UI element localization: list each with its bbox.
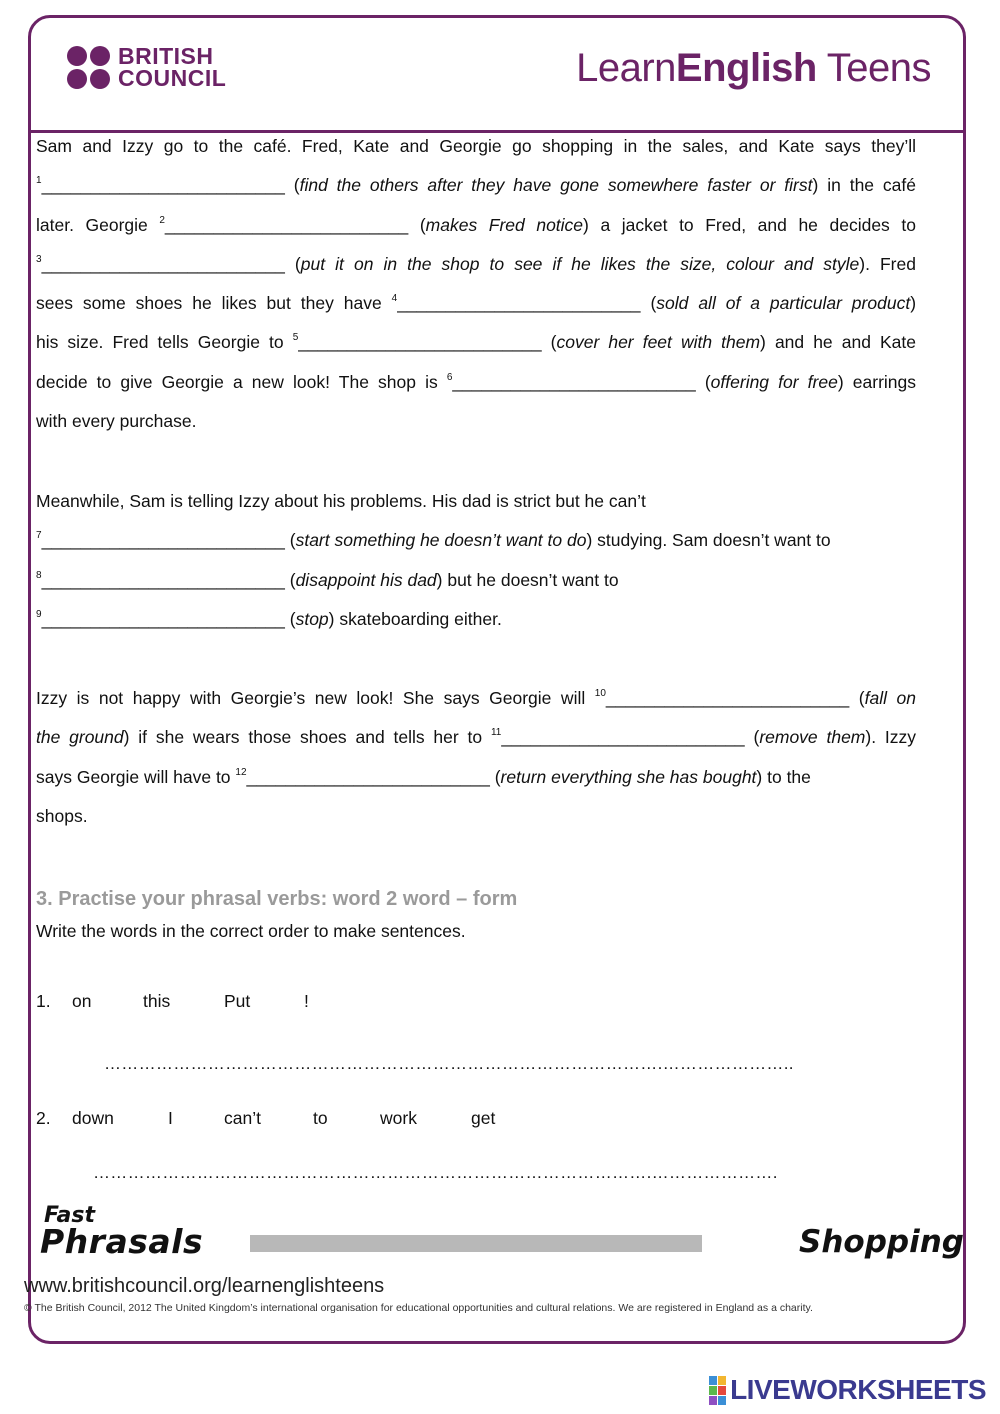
liveworksheets-logo bbox=[709, 1374, 986, 1406]
answer-line-1[interactable]: …………………………………………………………………………………….………………….. bbox=[104, 1054, 794, 1073]
para2-line-1: Meanwhile, Sam is telling Izzy about his problems. His dad is strict but he can’t bbox=[36, 491, 646, 511]
para2-line-3: $^8$_________________________ (disappoint his dad) but he doesn’t want to bbox=[36, 569, 619, 590]
liveworksheets-icon bbox=[709, 1376, 726, 1405]
word-chip[interactable]: get bbox=[471, 1108, 496, 1128]
instructions: Write the words in the correct order to make sentences. bbox=[36, 921, 466, 941]
british-council-logo bbox=[67, 45, 226, 89]
logo-line-2: COUNCIL bbox=[118, 65, 227, 91]
gap-8[interactable]: _________________________ ( bbox=[41, 569, 296, 590]
site-url: www.britishcouncil.org/learnenglishteens bbox=[24, 1275, 385, 1297]
gap-5[interactable]: _________________________ ( bbox=[298, 332, 557, 353]
gap-2[interactable]: _________________________ ( bbox=[164, 214, 426, 235]
gap-9[interactable]: _________________________ ( bbox=[41, 608, 296, 629]
question-number: 2. bbox=[36, 1108, 51, 1128]
word-chip[interactable]: this bbox=[143, 991, 171, 1011]
gap-12[interactable]: _________________________ ( bbox=[246, 766, 501, 787]
paragraph-1 bbox=[36, 127, 916, 441]
para3-line-3: says Georgie will have to $^{12}$_________________________ (return everything she has bought) to the bbox=[36, 766, 811, 787]
para2-line-2: $^7$_________________________ (start something he doesn’t want to do) studying. Sam doesn’t want to bbox=[36, 530, 831, 551]
gap-1[interactable]: _________________________ ( bbox=[41, 175, 300, 196]
gap-3[interactable]: _________________________ ( bbox=[41, 253, 301, 274]
gap-10[interactable]: _________________________ ( bbox=[605, 688, 865, 708]
fast-label: Fast bbox=[44, 1203, 95, 1228]
para3-line-1: Izzy is not happy with Georgie’s new look! She says Georgie will $^{10}$_________________________ (fall on bbox=[36, 688, 916, 708]
word-chip[interactable]: Put bbox=[224, 991, 251, 1011]
word-chip[interactable]: work bbox=[380, 1108, 417, 1128]
gap-number: 1 bbox=[36, 175, 42, 187]
word-chip[interactable]: on bbox=[72, 991, 92, 1011]
gap-11[interactable]: _________________________ ( bbox=[501, 727, 760, 748]
word-chip[interactable]: ! bbox=[304, 991, 309, 1011]
logo-dots-icon bbox=[67, 46, 110, 89]
para1-line-4: $^3$_________________________ (put it on in the shop to see if he likes the size, colour and style). Fred bbox=[36, 253, 916, 274]
question-number: 1. bbox=[36, 991, 51, 1011]
paragraph-3 bbox=[36, 679, 916, 836]
para2-line-4: $^9$_________________________ (stop) skateboarding either. bbox=[36, 608, 502, 629]
topic-label: Shopping bbox=[799, 1224, 964, 1260]
word-chip[interactable]: down bbox=[72, 1108, 114, 1128]
para1-line-6: his size. Fred tells Georgie to $^5$_________________________ (cover her feet with them) and he and Kate bbox=[36, 332, 916, 353]
para1-line-7: decide to give Georgie a new look! The shop is $^6$_________________________ (offering for free) earrings bbox=[36, 371, 917, 392]
liveworksheets-text: LIVEWORKSHEETS bbox=[730, 1374, 986, 1405]
word-chip[interactable]: can’t bbox=[224, 1108, 261, 1128]
para1-line-8: with every purchase. bbox=[36, 411, 197, 432]
para3-line-4: shops. bbox=[36, 805, 88, 826]
header bbox=[31, 18, 963, 133]
section-title: 3. Practise your phrasal verbs: word 2 word – form bbox=[36, 888, 518, 910]
paragraph-2 bbox=[36, 482, 916, 639]
divider-bar bbox=[250, 1235, 702, 1252]
word-chip[interactable]: I bbox=[168, 1108, 173, 1128]
gap-4[interactable]: _________________________ ( bbox=[397, 293, 657, 314]
phrasals-label: Phrasals bbox=[40, 1222, 204, 1261]
para1-line-1: Sam and Izzy go to the café. Fred, Kate and Georgie go shopping in the sales, and Kate says they’ll bbox=[36, 136, 916, 156]
gap-7[interactable]: _________________________ ( bbox=[41, 530, 296, 551]
learnenglish-teens-logo: LearnEnglish Teens bbox=[576, 46, 931, 90]
logo-line-1: BRITISH bbox=[118, 43, 214, 69]
para1-line-2: $^1$_________________________ (find the others after they have gone somewhere faster or first) in the café bbox=[36, 175, 916, 196]
answer-line-2[interactable]: …………………………………………………………………………………….…………………. bbox=[93, 1163, 778, 1182]
para3-line-2: the ground) if she wears those shoes and tells her to $^{11}$_________________________ (remove them). Izzy bbox=[36, 727, 917, 748]
gap-6[interactable]: _________________________ ( bbox=[452, 371, 711, 392]
para1-line-5: sees some shoes he likes but they have $^4$_________________________ (sold all of a particular product) bbox=[36, 293, 917, 314]
para1-line-3: later. Georgie $^2$_________________________ (makes Fred notice) a jacket to Fred, and he decides to bbox=[36, 214, 916, 235]
copyright: © The British Council, 2012 The United Kingdom’s international organisation for educational opportunities and cultural relations. We are registered in England as a charity. bbox=[24, 1302, 813, 1314]
word-chip[interactable]: to bbox=[313, 1108, 328, 1128]
